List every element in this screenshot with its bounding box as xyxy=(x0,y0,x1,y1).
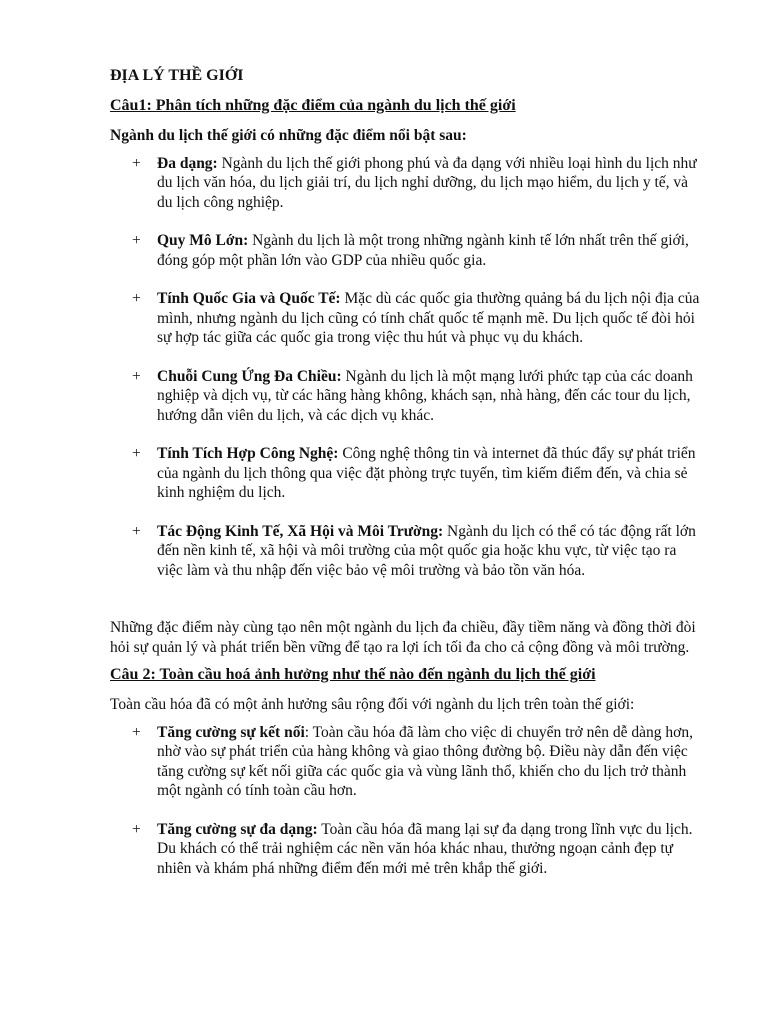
question-1-heading: Câu1: Phân tích những đặc điểm của ngành du lịch thế giới xyxy=(110,97,516,114)
question-1-intro: Ngành du lịch thế giới có những đặc điểm nổi bật sau: xyxy=(110,127,467,144)
item-text: Ngành du lịch có thể có tác động rất lớn đến nền kinh tế, xã hội và môi trường của một quốc gia hoặc khu vực, từ việc tạo ra việc làm và thu nhập đến việc bảo vệ môi trường và bảo tồn văn hóa. xyxy=(157,522,696,579)
question-1-list xyxy=(110,154,705,581)
item-text: Ngành du lịch thế giới phong phú và đa dạng với nhiều loại hình du lịch như du lịch văn hóa, du lịch giải trí, du lịch nghỉ dưỡng, du lịch mạo hiểm, du lịch y tế, và du lịch công nghiệp. xyxy=(157,154,697,211)
item-text: Ngành du lịch là một trong những ngành kinh tế lớn nhất trên thế giới, đóng góp một phần lớn vào GDP của nhiều quốc gia. xyxy=(157,232,689,269)
list-item xyxy=(110,154,705,213)
document-page xyxy=(110,66,705,878)
bullet-plus-icon: + xyxy=(132,723,141,741)
list-item xyxy=(110,522,705,581)
item-term: Tác Động Kinh Tế, Xã Hội và Môi Trường: xyxy=(157,522,444,540)
bullet-plus-icon: + xyxy=(132,232,141,249)
bullet-plus-icon: + xyxy=(132,445,141,462)
item-term: Chuỗi Cung Ứng Đa Chiều: xyxy=(157,367,342,385)
item-text: Công nghệ thông tin và internet đã thúc đẩy sự phát triển của ngành du lịch thông qua việc đặt phòng trực tuyến, tìm kiếm điểm đến, và chia sẻ kinh nghiệm du lịch. xyxy=(157,445,696,501)
item-term: Tăng cường sự kết nối xyxy=(157,723,305,741)
item-text: Mặc dù các quốc gia thường quảng bá du lịch nội địa của mình, nhưng ngành du lịch cũng có tính chất quốc tế mạnh mẽ. Du lịch quốc tế đòi hỏi sự hợp tác giữa các quốc gia trong việc thu hút và phục vụ du khách. xyxy=(157,290,700,346)
item-term: Tính Tích Hợp Công Nghệ: xyxy=(157,445,339,462)
item-term: Tính Quốc Gia và Quốc Tế: xyxy=(157,290,341,307)
item-term: Tăng cường sự đa dạng: xyxy=(157,820,318,838)
question-2-heading: Câu 2: Toàn cầu hoá ảnh hưởng như thế nào đến ngành du lịch thế giới xyxy=(110,666,596,683)
question-2-list xyxy=(110,723,705,879)
list-item xyxy=(110,723,705,801)
bullet-plus-icon: + xyxy=(132,820,141,838)
item-term: Đa dạng: xyxy=(157,154,218,172)
question-2-intro: Toàn cầu hóa đã có một ảnh hưởng sâu rộng đối với ngành du lịch trên toàn thế giới: xyxy=(110,696,635,713)
item-text: Ngành du lịch là một mạng lưới phức tạp của các doanh nghiệp và dịch vụ, từ các hãng hàng không, khách sạn, nhà hàng, đến các tour du lịch, hướng dẫn viên du lịch, và các dịch vụ khác. xyxy=(157,367,693,424)
question-1-summary: Những đặc điểm này cùng tạo nên một ngành du lịch đa chiều, đầy tiềm năng và đồng thời đòi hỏi sự quản lý và phát triển bền vững để tạo ra lợi ích tối đa cho cả cộng đồng và môi trường. xyxy=(110,619,696,656)
bullet-plus-icon: + xyxy=(132,367,141,385)
item-text: Toàn cầu hóa đã mang lại sự đa dạng trong lĩnh vực du lịch. Du khách có thể trải nghiệm các nền văn hóa khác nhau, thưởng ngoạn cảnh đẹp tự nhiên và khám phá những điểm đến mới mẻ trên khắp thế giới. xyxy=(157,820,693,877)
question-2-section xyxy=(110,665,705,878)
bullet-plus-icon: + xyxy=(132,522,141,540)
list-item xyxy=(110,289,705,348)
list-item xyxy=(110,231,705,270)
document-title: ĐỊA LÝ THỀ GIỚI xyxy=(110,67,244,84)
item-text: : Toàn cầu hóa đã làm cho việc di chuyển trở nên dễ dàng hơn, nhờ vào sự phát triển của hàng không và giao thông đường bộ. Điều này dẫn đến việc tăng cường sự kết nối giữa các quốc gia và vùng lãnh thổ, khiến cho du lịch trở thành một ngành có tính toàn cầu hơn. xyxy=(157,723,693,799)
bullet-plus-icon: + xyxy=(132,290,141,307)
list-item xyxy=(110,367,705,426)
list-item xyxy=(110,444,705,503)
item-term: Quy Mô Lớn: xyxy=(157,232,249,249)
list-item xyxy=(110,820,705,879)
bullet-plus-icon: + xyxy=(132,154,141,172)
